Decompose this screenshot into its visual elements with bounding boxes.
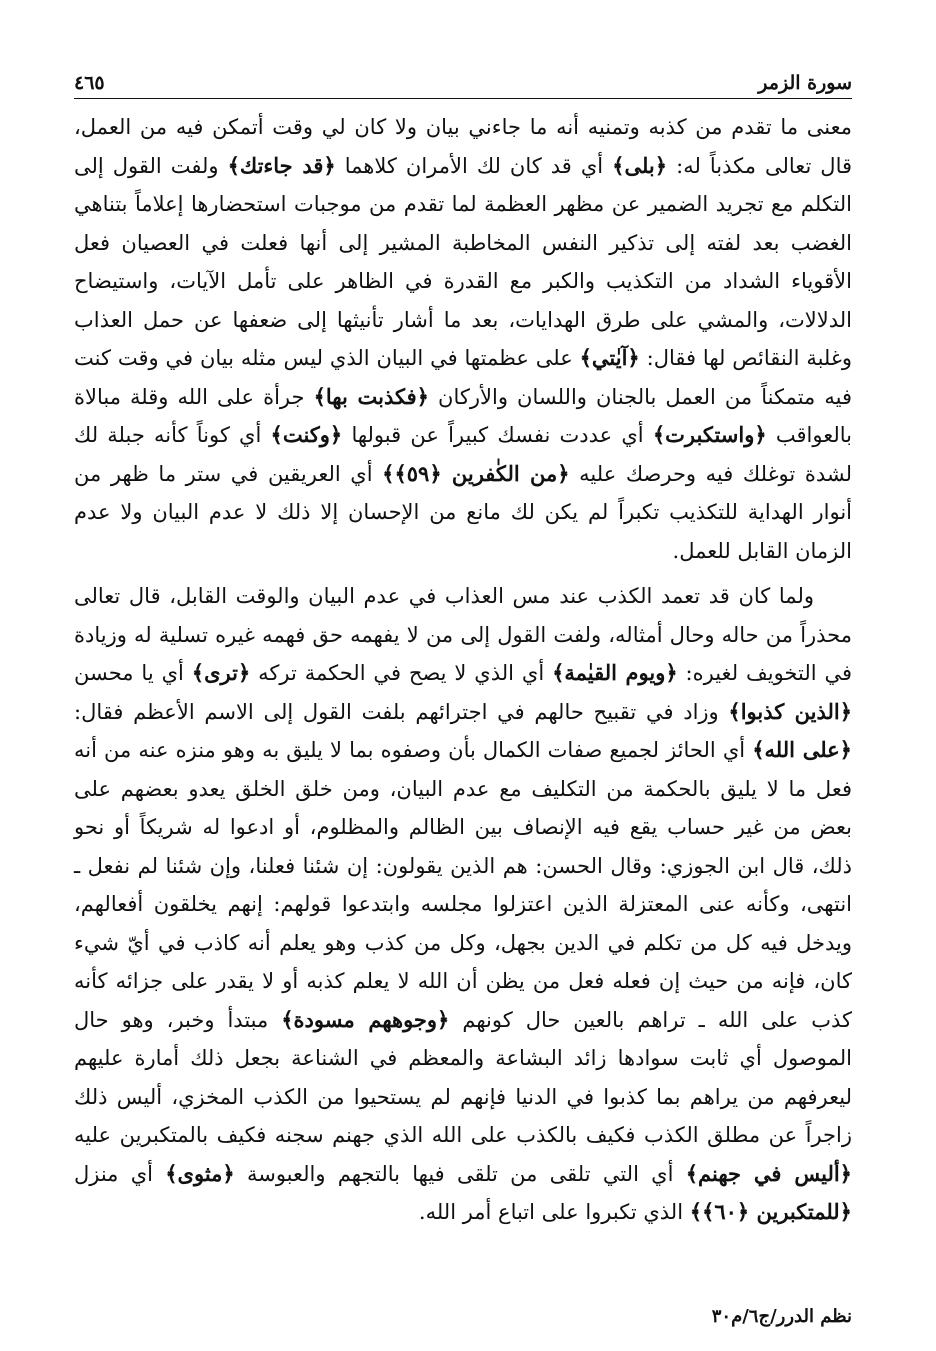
commentary-text: أي كوناً كأنه جبلة لك لشدة توغلك فيه وحرصك عليه	[74, 423, 853, 486]
commentary-text: الذي تكبروا على اتباع أمر الله.	[418, 1200, 690, 1224]
quran-quote: ﴿قد جاءتك﴾	[227, 152, 336, 178]
quran-quote: ﴿للمتكبرين ﴿٦٠﴾﴾	[689, 1199, 852, 1224]
running-head	[74, 60, 852, 94]
commentary-text: أي يا محسن	[74, 661, 192, 685]
quran-quote: ﴿على الله﴾	[752, 737, 852, 762]
quran-quote: ﴿من الكٰفرين ﴿٥٩﴾﴾	[382, 460, 570, 486]
quran-quote: ﴿وجوههم مسودة﴾	[281, 1006, 450, 1032]
commentary-text: أي التي تلقى من تلقى فيها بالتجهم والعبوسة	[234, 1161, 686, 1186]
quran-quote: ﴿ترى﴾	[191, 660, 251, 685]
quran-quote: ﴿آيٰتي﴾	[579, 345, 640, 370]
commentary-text: أي عددت نفسك كبيراً عن قبولها	[342, 423, 653, 447]
quran-quote: ﴿أليس في جهنم﴾	[685, 1160, 852, 1186]
commentary-text: أي العريقين في ستر ما ظهر من أنوار الهداية للتكذيب تكبراً لم يكن لك مانع من الإحسان إلا ذلك لا عدم البيان ولا عدم الزمان القابل للعمل.	[74, 461, 852, 563]
commentary-text: أي منزل	[74, 1161, 166, 1186]
paragraph	[74, 577, 852, 1232]
quran-quote: ﴿الذين كذبوا﴾	[728, 698, 853, 724]
quran-quote: ﴿بلى﴾	[612, 152, 668, 178]
commentary-text: وزاد في تقبيح حالهم في اجترائهم بلفت القول إلى الاسم الأعظم فقال:	[74, 699, 729, 724]
surah-title: سورة الزمر	[758, 72, 852, 94]
page-number: ٤٦٥	[74, 72, 105, 94]
header-rule	[74, 98, 852, 99]
body-text	[74, 108, 852, 1232]
commentary-text: جرأة على الله وقلة مبالاة بالعواقب	[74, 384, 852, 447]
commentary-text: أي قد كان لك الأمران كلاهما	[335, 153, 613, 178]
commentary-text: على عظمتها في البيان الذي ليس مثله بيان في وقت كنت فيه متمكناً من العمل بالجنان واللسان والأركان	[74, 346, 852, 409]
footer-signature: نظم الدرر/ج٦/م٣٠	[711, 1306, 852, 1327]
quran-quote: ﴿وكنت﴾	[270, 422, 343, 447]
commentary-text: أي الذي لا يصح في الحكمة تركه	[250, 661, 553, 685]
quran-quote: ﴿ويوم القيٰمة﴾	[552, 660, 678, 685]
quran-quote: ﴿فكذبت بها﴾	[313, 383, 429, 409]
commentary-text: معنى ما تقدم من كذبه وتمنيه أنه ما جاءني بيان ولا كان لي وقت أتمكن فيه من العمل، قال تعالى مكذباً له:	[74, 115, 853, 178]
quran-quote: ﴿واستكبرت﴾	[652, 422, 767, 447]
commentary-text: أي الحائز لجميع صفات الكمال بأن وصفوه بما لا يليق به وهو منزه عنه من أنه فعل ما لا يليق بالحكمة من التكليف مع عدم البيان، ومن خلق الخلق يعدو بعضهم على بعض من غير حساب يقع فيه الإنصاف بين الظالم والمظلوم، أو ادعوا له شريكاً أو نحو ذلك، قال ابن الجوزي: وقال الحسن: هم الذين يقولون: إن شئنا فعلنا، وإن شئنا لم نفعل ـ انتهى، وكأنه عنى المعتزلة الذين اعتزلوا مجلسه وابتدعوا قولهم: إنهم يخلقون أفعالهم، ويدخل فيه كل من تكلم في الدين بجهل، وكل من كذب وهو يعلم أنه كاذب في أيّ شيء كان، فإنه من حيث إن فعله فعل من يظن أن الله لا يعلم كذبه أو لا يقدر على جزائه كأنه كذب على الله ـ تراهم بالعين حال كونهم	[74, 738, 853, 1032]
commentary-text: مبتدأ وخبر، وهو حال الموصول أي ثابت سوادها زائد البشاعة والمعظم في الشناعة بجعل ذلك أمارة عليهم ليعرفهم من يراهم بما كذبوا في الدنيا فإنهم لم يستحيوا من الكذب المخزي، أليس ذلك زاجراً عن مطلق الكذب فكيف بالكذب على الله الذي جهنم سجنه فكيف بالمتكبرين عليه	[74, 1007, 852, 1147]
commentary-text: ولما كان قد تعمد الكذب عند مس العذاب في عدم البيان والوقت القابل، قال تعالى محذراً من حاله وحال أمثاله، ولفت القول إلى من لا يفهمه حق فهمه غيره تسلية له وزيادة في التخويف لغيره:	[74, 584, 852, 685]
quran-quote: ﴿مثوى﴾	[165, 1160, 235, 1186]
paragraph	[74, 108, 852, 570]
commentary-text: ولفت القول إلى التكلم مع تجريد الضمير عن مظهر العظمة لما تقدم من موجبات استحضارها إعلاماً بتناهي الغضب بعد لفته إلى تذكير النفس المخاطبة المشير إلى أنها فعلت في العصيان فعل الأقوياء الشداد من التكذيب والكبر مع القدرة في الظاهر على تأمل الآيات، واستيضاح الدلالات، والمشي على طرق الهدايات، بعد ما أشار تأنيثها إلى ضعفها عن حمل العذاب وغلبة النقائص لها فقال:	[74, 153, 852, 370]
